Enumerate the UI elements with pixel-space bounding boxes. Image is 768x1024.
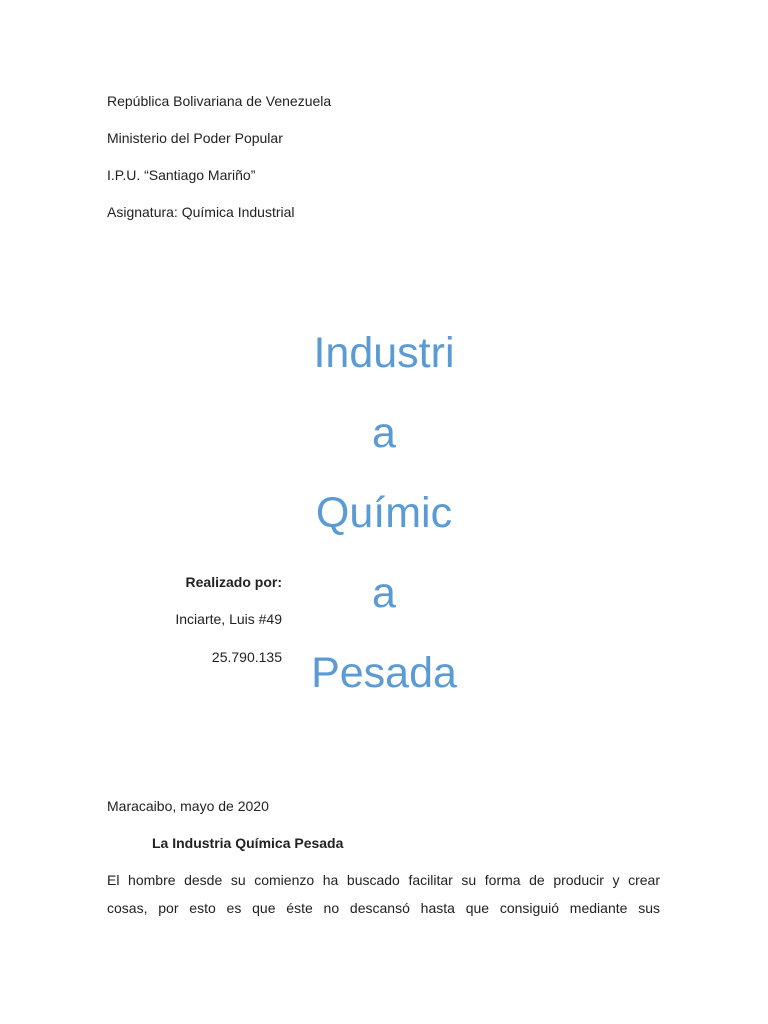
title-line-5: Pesada — [311, 649, 457, 697]
section-heading: La Industria Química Pesada — [152, 835, 344, 851]
paragraph-line: cosas, por esto es que éste no descansó hasta que consiguió mediante sus — [107, 900, 660, 916]
title-line-1: Industri — [313, 329, 455, 377]
header-institute: I.P.U. “Santiago Mariño” — [107, 167, 256, 183]
title-line-2: a — [372, 409, 396, 457]
author-name: Inciarte, Luis #49 — [175, 611, 282, 627]
paragraph-line: El hombre desde su comienzo ha buscado facilitar su forma de producir y crear — [107, 872, 660, 888]
title-line-4: a — [372, 569, 396, 617]
header-ministry: Ministerio del Poder Popular — [107, 130, 283, 146]
header-subject: Asignatura: Química Industrial — [107, 204, 295, 220]
body-paragraph — [107, 866, 660, 922]
header-country: República Bolivariana de Venezuela — [107, 93, 332, 109]
author-id: 25.790.135 — [211, 649, 282, 665]
title-line-3: Químic — [315, 489, 453, 537]
author-heading: Realizado por: — [185, 574, 282, 590]
place-date: Maracaibo, mayo de 2020 — [107, 798, 269, 814]
